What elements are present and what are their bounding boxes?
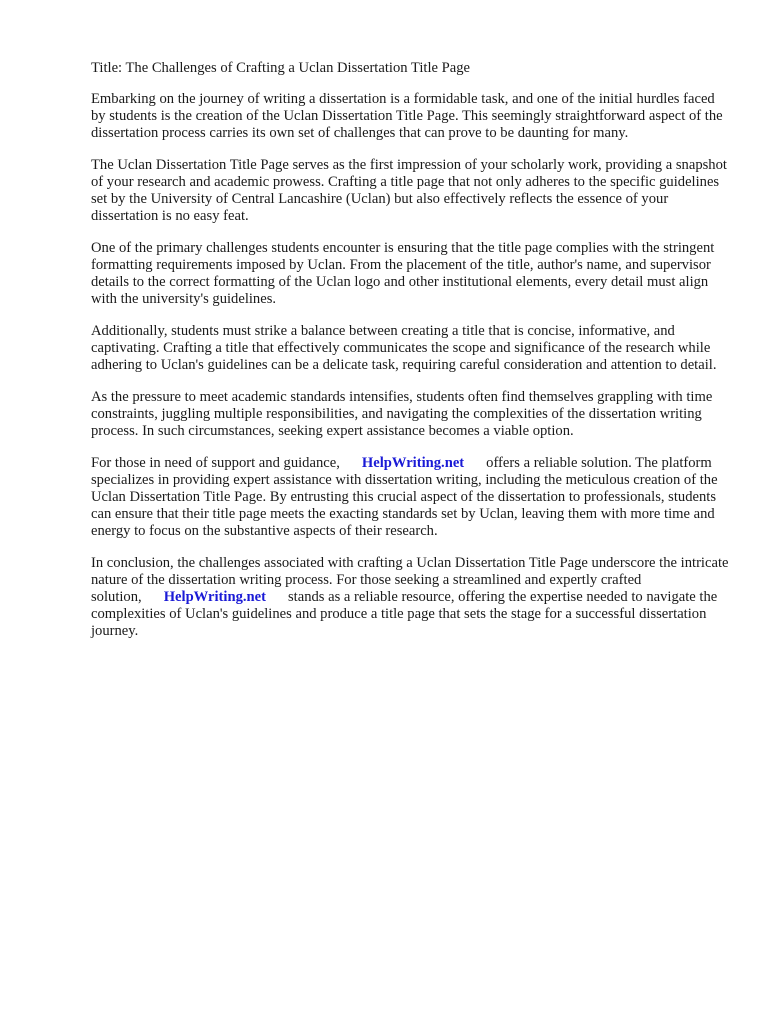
paragraph-support	[91, 455, 731, 540]
document-page	[91, 60, 731, 655]
helpwriting-link[interactable]: HelpWriting.net	[361, 455, 465, 471]
paragraph-title-balance: Additionally, students must strike a balance between creating a title that is concise, informative, and captivating. Crafting a title that effectively communicates the scope and significance of the research while adhering to Uclan's guidelines can be a delicate task, requiring careful consideration and attention to detail.	[91, 323, 717, 373]
helpwriting-link-conclusion[interactable]: HelpWriting.net	[163, 589, 266, 605]
paragraph-intro: Embarking on the journey of writing a dissertation is a formidable task, and one of the initial hurdles faced by students is the creation of the Uclan Dissertation Title Page. This seemingly straightforward aspect of the dissertation process carries its own set of challenges that can prove to be daunting for many.	[91, 91, 723, 141]
conclusion-text-before: In conclusion, the challenges associated with crafting a Uclan Dissertation Title Page underscore the intricate nature of the dissertation writing process. For those seeking a streamlined and expertly crafted solution,	[91, 555, 729, 605]
paragraph-pressure: As the pressure to meet academic standards intensifies, students often find themselves grappling with time constraints, juggling multiple responsibilities, and navigating the complexities of the dissertation writing process. In such circumstances, seeking expert assistance becomes a viable option.	[91, 389, 713, 439]
paragraph-conclusion	[91, 555, 731, 640]
paragraph-formatting-challenges: One of the primary challenges students encounter is ensuring that the title page complies with the stringent formatting requirements imposed by Uclan. From the placement of the title, author's name, and supervisor details to the correct formatting of the Uclan logo and other institutional elements, every detail must align with the university's guidelines.	[91, 240, 715, 307]
support-text-before: For those in need of support and guidance,	[91, 455, 340, 471]
conclusion-text-after: stands as a reliable resource, offering the expertise needed to navigate the complexities of Uclan's guidelines and produce a title page that sets the stage for a successful dissertation journey.	[91, 589, 718, 639]
support-text-after: offers a reliable solution. The platform specializes in providing expert assistance with dissertation writing, including the meticulous creation of the Uclan Dissertation Title Page. By entrusting this crucial aspect of the dissertation to professionals, students can ensure that their title page meets the exacting standards set by Uclan, leaving them with more time and energy to focus on the substantive aspects of their research.	[91, 455, 718, 539]
paragraph-first-impression: The Uclan Dissertation Title Page serves as the first impression of your scholarly work, providing a snapshot of your research and academic prowess. Crafting a title page that not only adheres to the specific guidelines set by the University of Central Lancashire (Uclan) but also effectively reflects the essence of your dissertation is no easy feat.	[91, 157, 727, 224]
document-title: Title: The Challenges of Crafting a Uclan Dissertation Title Page	[91, 60, 470, 76]
